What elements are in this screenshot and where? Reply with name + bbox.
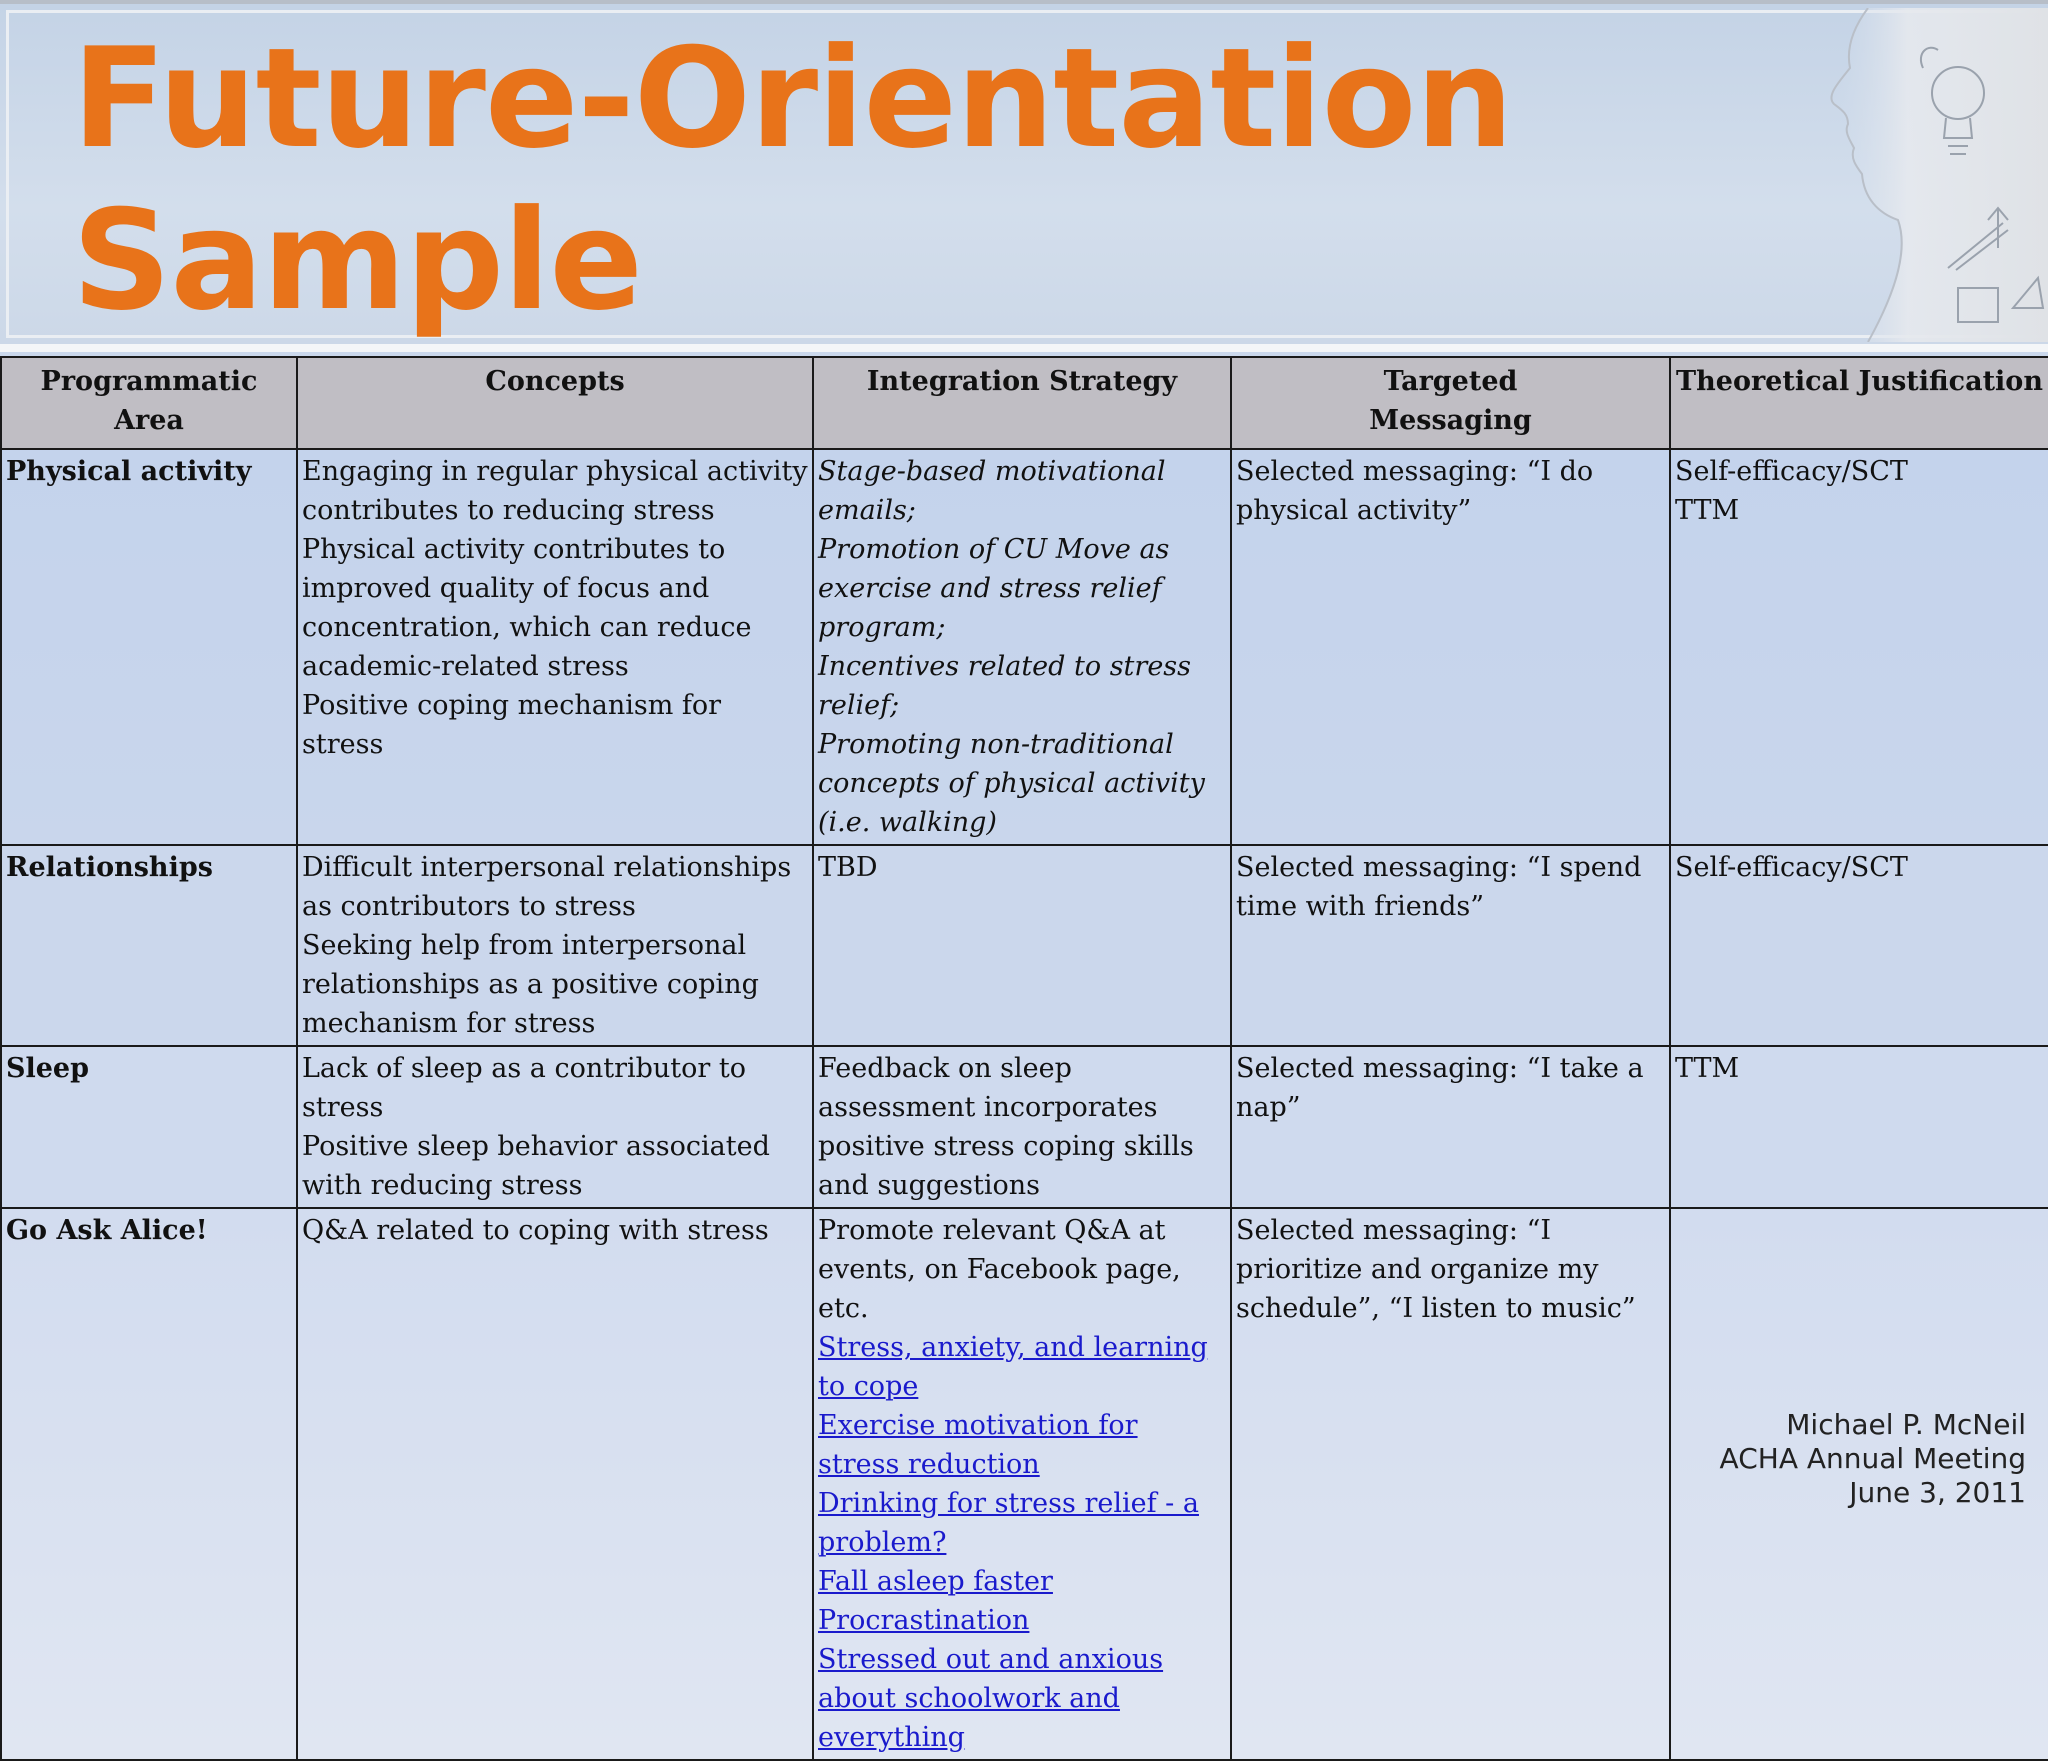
strategy-item: Incentives related to stress relief; [818,651,1192,721]
cell-strategy [813,449,1231,845]
title-banner [0,0,2048,344]
justification-item: Self-efficacy/SCT [1675,456,1908,487]
cell-messaging: Selected messaging: “I prioritize and organize my schedule”, “I listen to music” [1231,1208,1670,1760]
concept-item: Lack of sleep as a contributor to stress [302,1053,746,1123]
table-row-sleep [1,1046,2048,1208]
strategy-item: Stage-based motivational emails; [818,456,1166,526]
header-concepts: Concepts [297,357,813,449]
concept-item: Engaging in regular physical activity contributes to reducing stress [302,456,808,526]
cell-messaging: Selected messaging: “I do physical activity” [1231,449,1670,845]
cell-concepts [297,845,813,1046]
strategy-table [0,356,2048,1761]
cell-area: Physical activity [1,449,297,845]
table-row-physical-activity [1,449,2048,845]
strategy-item: Promotion of CU Move as exercise and stress relief program; [818,534,1170,643]
presenter-name: Michael P. McNeil [1786,1408,2026,1441]
justification-item: TTM [1675,495,1740,526]
title-line-2: Sample [72,180,642,341]
header-messaging-line-1: Targeted [1383,366,1518,397]
strategy-item: Promote relevant Q&A at events, on Facebook page, etc. [818,1215,1181,1324]
cell-messaging: Selected messaging: “I spend time with friends” [1231,845,1670,1046]
link-drinking-stress-relief[interactable]: Drinking for stress relief - a problem? [818,1488,1199,1558]
concept-item: Difficult interpersonal relationships as contributors to stress [302,852,792,922]
cell-concepts [297,1046,813,1208]
link-stress-anxiety-learning[interactable]: Stress, anxiety, and learning to cope [818,1332,1208,1402]
presenter-credit [1720,1408,2026,1510]
header-programmatic-area: Programmatic Area [1,357,297,449]
cell-concepts [297,449,813,845]
header-theoretical-justification: Theoretical Justification [1670,357,2048,449]
header-targeted-messaging [1231,357,1670,449]
cell-justification: TTM [1670,1046,2048,1208]
cell-strategy [813,1208,1231,1760]
link-fall-asleep-faster[interactable]: Fall asleep faster [818,1566,1053,1597]
table-header-row [1,357,2048,449]
title-line-1: Future-Orientation [72,18,1513,179]
concept-item: Seeking help from interpersonal relationships as a positive coping mechanism for stress [302,930,759,1039]
header-integration-strategy: Integration Strategy [813,357,1231,449]
link-stressed-out-schoolwork[interactable]: Stressed out and anxious about schoolwork and everything [818,1644,1164,1753]
strategy-item: Promoting non-traditional concepts of physical activity (i.e. walking) [818,729,1205,838]
head-profile-lightbulb-sketch-icon [1798,8,2048,342]
cell-strategy: TBD [813,845,1231,1046]
cell-justification: Self-efficacy/SCT [1670,845,2048,1046]
table-row-relationships [1,845,2048,1046]
cell-strategy: Feedback on sleep assessment incorporates positive stress coping skills and suggestions [813,1046,1231,1208]
cell-justification [1670,449,2048,845]
cell-area: Sleep [1,1046,297,1208]
cell-area: Relationships [1,845,297,1046]
link-procrastination[interactable]: Procrastination [818,1605,1030,1636]
slide-title [72,18,1513,342]
link-exercise-motivation[interactable]: Exercise motivation for stress reduction [818,1410,1138,1480]
event-name: ACHA Annual Meeting [1719,1442,2026,1475]
concept-item: Physical activity contributes to improved quality of focus and concentration, which can reduce academic-related stress [302,534,752,682]
concept-item: Positive sleep behavior associated with reducing stress [302,1131,770,1201]
event-date: June 3, 2011 [1849,1476,2026,1509]
header-messaging-line-2: Messaging [1369,405,1532,436]
cell-area: Go Ask Alice! [1,1208,297,1760]
banner-divider [0,344,2048,352]
cell-messaging: Selected messaging: “I take a nap” [1231,1046,1670,1208]
cell-concepts: Q&A related to coping with stress [297,1208,813,1760]
concept-item: Positive coping mechanism for stress [302,690,722,760]
